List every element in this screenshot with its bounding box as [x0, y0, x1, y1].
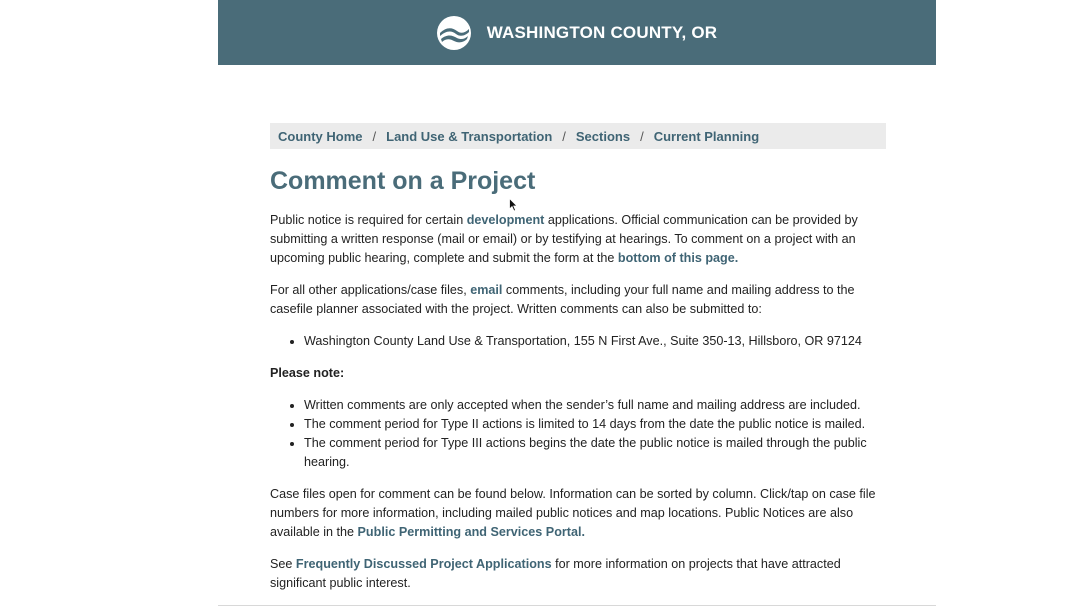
development-link[interactable]: development [466, 213, 545, 227]
email-link[interactable]: email [470, 283, 503, 297]
note-item: • The comment period for Type III actions begins the date the public notice is mailed through the public hearing. [304, 434, 886, 472]
site-title: WASHINGTON COUNTY, OR [486, 22, 718, 42]
page-title: Comment on a Project [270, 167, 536, 195]
breadcrumb-separator: / [372, 128, 377, 144]
case-files-paragraph: Case files open for comment can be found below. Information can be sorted by column. Click/tap on case file numbers for more information, including mailed public notices and map locations. Public Notices are also available in the Public Permitting and Services Portal. [270, 487, 876, 539]
breadcrumb-separator: / [562, 128, 566, 144]
bottom-of-page-link[interactable]: bottom of this page. [617, 251, 739, 265]
site-header [218, 0, 936, 65]
address-item: • Washington County Land Use & Transportation, 155 N First Ave., Suite 350-13, Hillsboro, OR 97124 [304, 332, 886, 351]
site-logo-link[interactable] [437, 16, 718, 50]
note-item: • Written comments are only accepted when the sender’s full name and mailing address are included. [304, 396, 886, 415]
main-content [270, 165, 886, 606]
note-item: • The comment period for Type II actions is limited to 14 days from the date the public notice is mailed. [304, 415, 886, 434]
breadcrumb-county-home[interactable]: County Home [278, 128, 363, 144]
address-list [270, 332, 886, 351]
note-list [270, 396, 886, 472]
county-logo-icon [437, 16, 471, 50]
mouse-cursor-icon [509, 198, 519, 212]
please-note-heading: Please note: [270, 366, 345, 380]
breadcrumb-sections[interactable]: Sections [575, 128, 631, 144]
permitting-portal-link[interactable]: Public Permitting and Services Portal. [357, 525, 585, 539]
page-divider [218, 605, 936, 606]
breadcrumb-current-planning[interactable]: Current Planning [653, 128, 760, 144]
frequently-discussed-link[interactable]: Frequently Discussed Project Applications [295, 557, 552, 571]
breadcrumb-land-use[interactable]: Land Use & Transportation [386, 128, 553, 144]
email-paragraph: For all other applications/case files, email comments, including your full name and mailing address to the casefile planner associated with the project. Written comments can also be submitted to: [270, 283, 855, 316]
breadcrumb-separator: / [640, 128, 644, 144]
frequently-discussed-paragraph: See Frequently Discussed Project Applications for more information on projects that have attracted significant public interest. [270, 557, 841, 590]
breadcrumb [270, 123, 886, 149]
intro-paragraph: Public notice is required for certain development applications. Official communication can be provided by submitting a written response (mail or email) or by testifying at hearings. To comment on a project with an upcoming public hearing, complete and submit the form at the bottom of this page. [270, 213, 858, 265]
